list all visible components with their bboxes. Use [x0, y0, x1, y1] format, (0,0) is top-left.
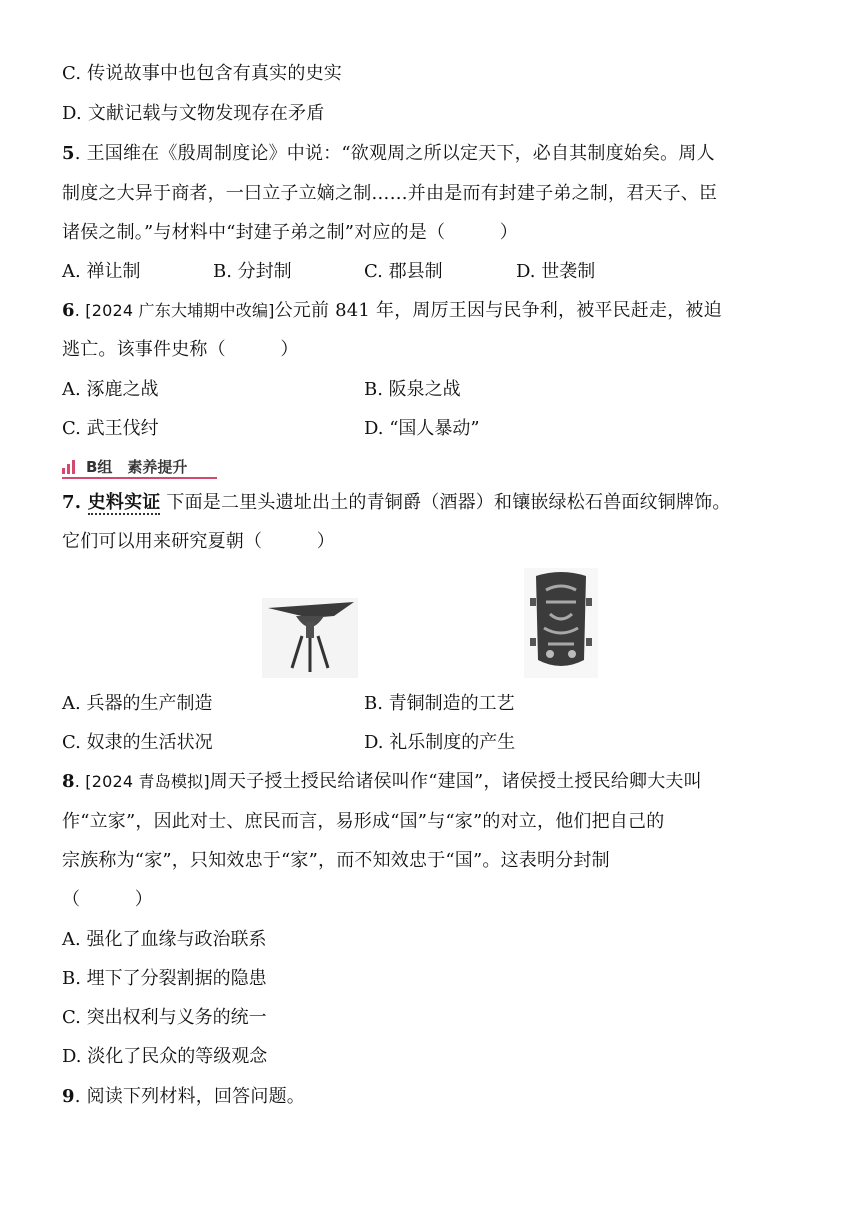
q7-line-1 — [62, 491, 731, 515]
section-header — [62, 455, 217, 479]
question-number: 5 — [62, 143, 75, 164]
bar-chart-icon — [62, 458, 80, 474]
q9-line-1 — [62, 1085, 305, 1109]
question-number: 7 — [62, 492, 75, 513]
question-text: . 阅读下列材料，回答问题。 — [74, 1086, 305, 1107]
q8-line-2: 作“立家”，因此对士、庶民而言，易形成“国”与“家”的对立，他们把自己的 — [62, 811, 665, 832]
q6-line-1 — [62, 299, 722, 323]
question-text: 周天子授土授民给诸侯叫作“建国”，诸侯授土授民给卿大夫叫 — [209, 771, 702, 792]
q8-line-3: 宗族称为“家”，只知效忠于“家”，而不知效忠于“国”。这表明分封制 — [62, 850, 610, 871]
q5-option-b[interactable]: B. 分封制 — [213, 261, 292, 282]
question-source: . [2024 青岛模拟] — [74, 772, 210, 791]
q5-line-2: 制度之大异于商者，一曰立子立嫡之制……并由是而有封建子弟之制，君天子、臣 — [62, 183, 718, 204]
q6-line-2: 逃亡。该事件史称（ ） — [62, 339, 299, 360]
bronze-jue-image — [262, 598, 358, 678]
q5-option-c[interactable]: C. 郡县制 — [364, 261, 443, 282]
q6-option-b[interactable]: B. 阪泉之战 — [364, 379, 461, 400]
q8-option-b[interactable]: B. 埋下了分裂割据的隐患 — [62, 968, 267, 989]
q8-line-4: （ ） — [62, 889, 153, 910]
q7-option-d[interactable]: D. 礼乐制度的产生 — [364, 732, 516, 753]
q6-option-c[interactable]: C. 武王伐纣 — [62, 418, 159, 439]
q8-option-a[interactable]: A. 强化了血缘与政治联系 — [62, 929, 267, 950]
q8-option-d[interactable]: D. 淡化了民众的等级观念 — [62, 1046, 268, 1067]
q4-option-c[interactable]: C. 传说故事中也包含有真实的史实 — [62, 63, 342, 84]
q7-option-b[interactable]: B. 青铜制造的工艺 — [364, 693, 515, 714]
question-number: 8 — [62, 771, 75, 792]
q5-line-3: 诸侯之制。”与材料中“封建子弟之制”对应的是（ ） — [62, 222, 519, 243]
q5-option-a[interactable]: A. 禅让制 — [62, 261, 141, 282]
q7-line-2: 它们可以用来研究夏朝（ ） — [62, 531, 335, 552]
question-text: 公元前 841 年，周厉王因与民争利，被平民赶走，被迫 — [274, 300, 722, 321]
q8-option-c[interactable]: C. 突出权利与义务的统一 — [62, 1007, 267, 1028]
q5-option-d[interactable]: D. 世袭制 — [516, 261, 596, 282]
q6-option-d[interactable]: D. “国人暴动” — [364, 418, 480, 439]
bronze-plaque-image — [524, 568, 598, 678]
q6-option-a[interactable]: A. 涿鹿之战 — [62, 379, 159, 400]
q7-option-c[interactable]: C. 奴隶的生活状况 — [62, 732, 213, 753]
question-tag: 史料实证 — [87, 492, 161, 513]
question-number-dot: . — [74, 492, 88, 513]
section-title: B组 素养提升 — [86, 457, 188, 476]
q5-line-1 — [62, 142, 715, 166]
question-number: 6 — [62, 300, 75, 321]
q4-option-d[interactable]: D. 文献记载与文物发现存在矛盾 — [62, 103, 325, 124]
question-number: 9 — [62, 1086, 75, 1107]
q7-option-a[interactable]: A. 兵器的生产制造 — [62, 693, 213, 714]
question-text: 下面是二里头遗址出土的青铜爵（酒器）和镶嵌绿松石兽面纹铜牌饰。 — [160, 492, 731, 513]
question-source: . [2024 广东大埔期中改编] — [74, 301, 275, 320]
q8-line-1 — [62, 770, 702, 794]
question-text: . 王国维在《殷周制度论》中说：“欲观周之所以定天下，必自其制度始矣。周人 — [74, 143, 715, 164]
